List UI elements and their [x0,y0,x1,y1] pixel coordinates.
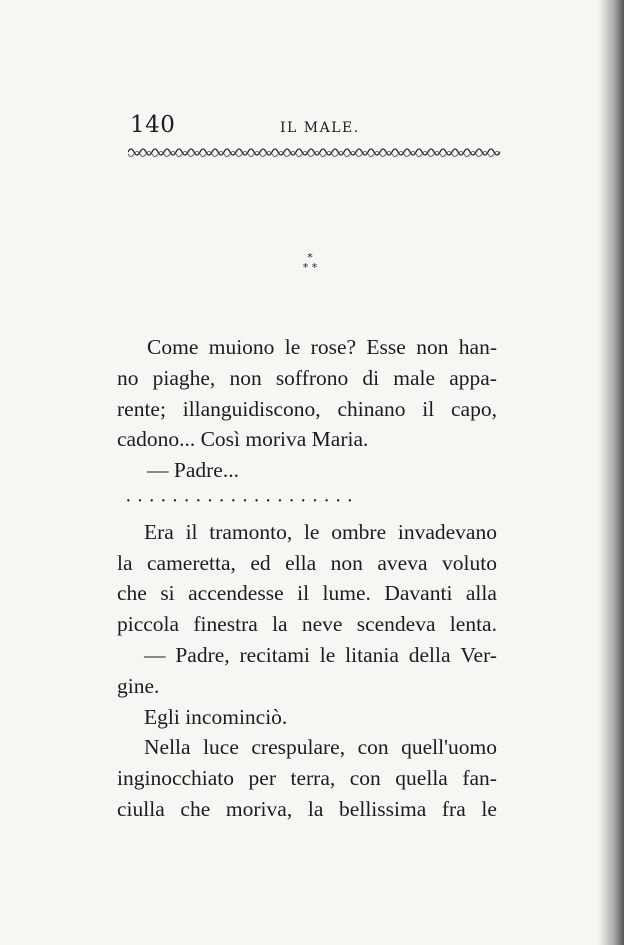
text-line: Nella luce crespulare, con quell'uomo [144,735,497,760]
text-line: — Padre... [147,458,239,483]
text-line: che si accendesse il lume. Davanti alla [117,581,497,606]
ornamental-rule [128,144,500,160]
body-text [117,332,497,825]
text-line: no piaghe, non soffrono di male appa- [117,365,497,390]
text-line: inginocchiato per terra, con quella fan- [117,766,497,791]
text-line: la cameretta, ed ella non aveva voluto [117,550,497,575]
page-number: 140 [130,112,176,138]
text-line: cadono... Così moriva Maria. [117,427,369,452]
text-line: piccola finestra la neve scendeva lenta. [117,612,497,637]
asterism-top: * [307,251,313,264]
text-line: gine. [117,673,160,698]
text-line: — Padre, recitami le litania della Ver- [144,642,497,667]
section-asterism [290,253,330,283]
text-line: rente; illanguidiscono, chinano il capo, [117,396,497,421]
page-edge-shadow [598,0,624,945]
running-head: IL MALE. [280,120,360,136]
text-line: Era il tramonto, le ombre invadevano [144,519,497,544]
text-line: ciulla che moriva, la bellissima fra le [117,796,497,821]
text-line: Egli incominciò. [144,704,288,729]
asterism-bottom: * * [302,261,318,274]
ellipsis-dots: · · · · · · · · · · · · · · · · · · · · [125,489,354,512]
text-line: Come muiono le rose? Esse non han- [147,335,497,359]
